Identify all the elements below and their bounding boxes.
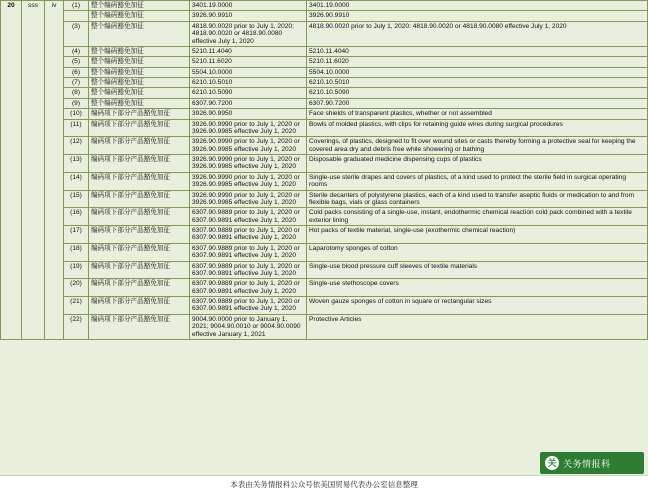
product-description-cell: Face shields of transparent plastics, whether or not assembled [307, 109, 648, 119]
hts-code-line: 3926.90.9950 [192, 110, 233, 118]
product-description-cell: 6210.10.5010 [307, 78, 648, 88]
product-description-cell: 6307.90.7200 [307, 98, 648, 108]
hts-code-line: 6210.10.5090 [192, 89, 233, 97]
hts-code-line: 3926.90.9910 [192, 12, 233, 20]
exclusion-scope-cell: 编码项下部分产品豁免加征 [89, 226, 190, 244]
item-index-cell: (7) [64, 78, 89, 88]
hts-code-line: 6307.90.9889 prior to July 1, 2020 or [192, 280, 300, 288]
table-row [1, 46, 648, 56]
hts-code-line: 3401.19.0000 [192, 2, 233, 9]
item-index-cell: (20) [64, 279, 89, 297]
hts-code-line: 3926.90.9985 effective July 1, 2020 [192, 181, 296, 189]
exclusion-scope-cell: 编码项下部分产品豁免加征 [89, 279, 190, 297]
exclusion-scope-cell: 编码项下部分产品豁免加征 [89, 261, 190, 279]
product-description-cell: 5210.11.4040 [307, 46, 648, 56]
item-index-cell: (6) [64, 67, 89, 77]
hts-code-line: 3926.90.9985 effective July 1, 2020 [192, 198, 296, 206]
exclusion-scope-cell: 整个编码豁免加征 [89, 98, 190, 108]
item-index-cell: (13) [64, 155, 89, 173]
hts-code-line: 6307.90.9891 effective July 1, 2020 [192, 305, 296, 313]
product-description-cell: 3926.90.9910 [307, 11, 648, 21]
table-row [1, 261, 648, 279]
hts-code-cell [190, 67, 307, 77]
product-description-cell: Woven gauze sponges of cotton in square or rectangular sizes [307, 297, 648, 315]
item-index-cell: (17) [64, 226, 89, 244]
hts-code-cell [190, 190, 307, 208]
item-index-cell: (3) [64, 21, 89, 46]
table-row [1, 98, 648, 108]
table-row [1, 1, 648, 11]
hts-code-line: 6307.90.9889 prior to July 1, 2020 or [192, 262, 300, 270]
item-index-cell: (1) [64, 1, 89, 11]
item-index-cell: (8) [64, 88, 89, 98]
hts-code-cell [190, 88, 307, 98]
item-index-cell: (12) [64, 137, 89, 155]
hts-code-cell [190, 226, 307, 244]
hts-code-line: 6307.90.7200 [192, 99, 233, 107]
hts-code-line: 9004.90.0000 prior to January 1, [192, 315, 288, 323]
item-index-cell [64, 11, 89, 21]
item-index-cell: (21) [64, 297, 89, 315]
hts-code-line: 5504.10.0000 [192, 68, 233, 76]
hts-code-line: 2021; 9004.90.0010 or 9004.90.0090 [192, 323, 301, 331]
item-index-cell: (14) [64, 172, 89, 190]
hts-code-cell [190, 314, 307, 339]
hts-code-line: 3926.90.9985 effective July 1, 2020 [192, 145, 296, 153]
hts-code-cell [190, 57, 307, 67]
product-description-cell: 6210.10.5090 [307, 88, 648, 98]
exclusion-scope-cell: 整个编码豁免加征 [89, 57, 190, 67]
hts-code-cell [190, 137, 307, 155]
product-description-cell: 3401.19.0000 [307, 1, 648, 11]
table-row [1, 78, 648, 88]
hts-code-line: effective July 1, 2020 [192, 37, 254, 45]
table-row [1, 226, 648, 244]
table-row [1, 21, 648, 46]
exclusion-scope-cell: 整个编码豁免加征 [89, 88, 190, 98]
product-description-cell: Single-use stethoscope covers [307, 279, 648, 297]
hts-code-cell [190, 1, 307, 11]
hts-code-cell [190, 208, 307, 226]
hts-code-line: effective January 1, 2021 [192, 330, 266, 338]
exclusion-scope-cell: 编码项下部分产品豁免加征 [89, 119, 190, 137]
hts-code-line: 5210.11.6020 [192, 58, 232, 66]
hts-code-line: 3926.90.9985 effective July 1, 2020 [192, 163, 296, 171]
product-description-cell: Sterile decanters of polystyrene plastics, each of a kind used to transfer aseptic fluids or medication to and from flexible bags, vials or glass containers [307, 190, 648, 208]
hts-code-line: 3926.90.9985 effective July 1, 2020 [192, 127, 296, 135]
hts-code-line: 6307.90.9889 prior to July 1, 2020 or [192, 227, 300, 234]
hts-code-line: 5210.11.4040 [192, 47, 232, 55]
table-row [1, 88, 648, 98]
hts-code-line: 6307.90.9891 effective July 1, 2020 [192, 234, 296, 242]
exclusion-scope-cell: 编码项下部分产品豁免加征 [89, 109, 190, 119]
hts-code-line: 3926.90.9990 prior to July 1, 2020 or [192, 191, 300, 199]
exclusion-scope-cell: 整个编码豁免加征 [89, 11, 190, 21]
hts-code-line: 6307.90.9891 effective July 1, 2020 [192, 252, 296, 260]
product-description-cell: 5210.11.6020 [307, 57, 648, 67]
product-description-cell: Cold packs consisting of a single-use, instant, endothermic chemical reaction cold pack combined with a textile exterior lining [307, 208, 648, 226]
product-description-cell: Single-use blood pressure cuff sleeves of textile materials [307, 261, 648, 279]
watermark-label: 关务情报科 [563, 458, 611, 469]
table-row [1, 314, 648, 339]
item-index-cell: (5) [64, 57, 89, 67]
table-row [1, 119, 648, 137]
table-row [1, 57, 648, 67]
table-row [1, 279, 648, 297]
item-index-cell: (18) [64, 243, 89, 261]
exclusion-scope-cell: 编码项下部分产品豁免加征 [89, 297, 190, 315]
hts-code-cell [190, 21, 307, 46]
hts-code-line: 6307.90.9891 effective July 1, 2020 [192, 287, 296, 295]
row-number-cell: 20 [1, 1, 22, 340]
exclusion-scope-cell: 编码项下部分产品豁免加征 [89, 208, 190, 226]
item-index-cell: (10) [64, 109, 89, 119]
hts-code-line: 6307.90.9889 prior to July 1, 2020 or [192, 298, 300, 305]
exclusion-scope-cell: 整个编码豁免加征 [89, 1, 190, 11]
table-row [1, 208, 648, 226]
page-footer [0, 475, 648, 492]
hts-code-line: 6210.10.5010 [192, 79, 233, 86]
item-index-cell: (16) [64, 208, 89, 226]
watermark-badge-group [540, 452, 644, 474]
column-iv-cell: iv [45, 1, 64, 340]
exclusion-scope-cell: 编码项下部分产品豁免加征 [89, 155, 190, 173]
exclusion-scope-cell: 整个编码豁免加征 [89, 21, 190, 46]
exclusion-scope-cell: 整个编码豁免加征 [89, 78, 190, 88]
product-description-cell: Disposable graduated medicine dispensing cups of plastics [307, 155, 648, 173]
exclusion-scope-cell: 编码项下部分产品豁免加征 [89, 172, 190, 190]
hts-code-line: 4818.90.0020 prior to July 1, 2020; [192, 22, 294, 30]
hts-code-cell [190, 261, 307, 279]
product-description-cell: 4818.90.0020 prior to July 1, 2020: 4818.90.0020 or 4818.90.0080 effective July 1, 2020 [307, 21, 648, 46]
product-description-cell: Protective Articles [307, 314, 648, 339]
item-index-cell: (19) [64, 261, 89, 279]
table-row [1, 155, 648, 173]
hts-code-cell [190, 109, 307, 119]
exclusion-scope-cell: 编码项下部分产品豁免加征 [89, 137, 190, 155]
exclusion-scope-cell: 编码项下部分产品豁免加征 [89, 243, 190, 261]
item-index-cell: (11) [64, 119, 89, 137]
hts-code-line: 6307.90.9889 prior to July 1, 2020 or [192, 209, 300, 217]
product-description-cell: Coverings, of plastics, designed to fit over wound sites or casts thereby forming a protective seal for keeping the covered area dry and debris free while showering or bathing [307, 137, 648, 155]
hts-code-line: 3926.90.9990 prior to July 1, 2020 or [192, 120, 300, 128]
hts-code-cell [190, 279, 307, 297]
hts-code-line: 3926.90.9990 prior to July 1, 2020 or [192, 173, 300, 181]
hts-code-line: 3926.90.9990 prior to July 1, 2020 or [192, 156, 300, 163]
table-row [1, 297, 648, 315]
hts-code-cell [190, 297, 307, 315]
hts-code-cell [190, 243, 307, 261]
table-row [1, 11, 648, 21]
hts-code-cell [190, 172, 307, 190]
exclusion-scope-cell: 整个编码豁免加征 [89, 67, 190, 77]
hts-code-line: 4818.90.0020 or 4818.90.0080 [192, 30, 283, 38]
product-description-cell: Single-use sterile drapes and covers of plastics, of a kind used to protect the sterile field in surgical operating rooms [307, 172, 648, 190]
hts-code-cell [190, 46, 307, 56]
hts-code-line: 3926.90.9990 prior to July 1, 2020 or [192, 138, 300, 146]
hts-code-line: 6307.90.9891 effective July 1, 2020 [192, 269, 296, 277]
hts-code-line: 6307.90.9891 effective July 1, 2020 [192, 216, 296, 224]
product-description-cell: 5504.10.0000 [307, 67, 648, 77]
item-index-cell: (4) [64, 46, 89, 56]
item-index-cell: (9) [64, 98, 89, 108]
hts-code-cell [190, 119, 307, 137]
hts-code-cell [190, 98, 307, 108]
hts-code-cell [190, 11, 307, 21]
table-row [1, 137, 648, 155]
footer-note: 本表由关务情报科公众号依美国贸易代表办公室信息整理 [230, 479, 418, 489]
product-description-cell: Bowls of molded plastics, with clips for retaining guide wires during surgical procedures [307, 119, 648, 137]
exclusion-scope-cell: 编码项下部分产品豁免加征 [89, 190, 190, 208]
table-row [1, 67, 648, 77]
table-row [1, 109, 648, 119]
hts-code-cell [190, 78, 307, 88]
item-index-cell: (22) [64, 314, 89, 339]
exclusion-scope-cell: 整个编码豁免加征 [89, 46, 190, 56]
table-body [1, 1, 648, 340]
table-row [1, 190, 648, 208]
exclusion-scope-cell: 编码项下部分产品豁免加征 [89, 314, 190, 339]
table-row [1, 243, 648, 261]
hts-code-cell [190, 155, 307, 173]
item-index-cell: (15) [64, 190, 89, 208]
watermark-logo-icon: 关 [545, 456, 559, 470]
product-description-cell: Laparotomy sponges of cotton [307, 243, 648, 261]
table-row [1, 172, 648, 190]
product-description-cell: Hot packs of textile material, single-use (exothermic chemical reaction) [307, 226, 648, 244]
column-sss-cell: sss [22, 1, 45, 340]
hts-code-line: 6307.90.9889 prior to July 1, 2020 or [192, 244, 300, 252]
